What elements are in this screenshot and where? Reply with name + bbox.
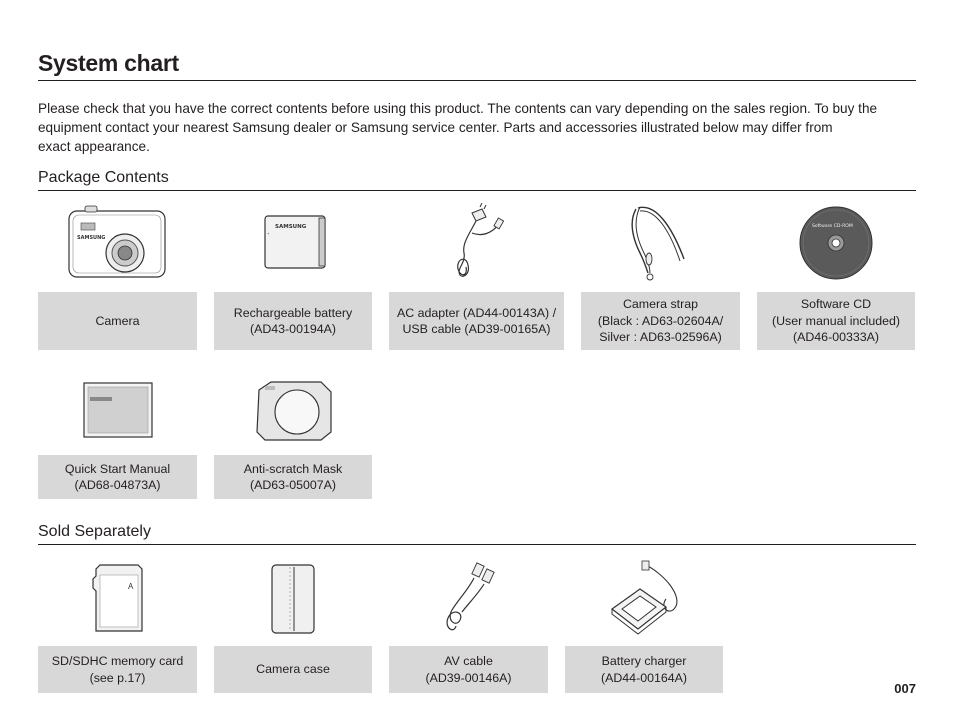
battery-icon [214,200,372,286]
camera-case-icon [214,556,372,640]
item-label-software-cd [757,292,915,350]
item-label-text: Camera [95,313,140,328]
section-heading-separate: Sold Separately [38,523,151,540]
item-label-text: Quick Start Manual (AD68-04873A) [64,461,171,492]
item-label-text: Camera case [256,662,330,677]
item-label-ac-adapter [389,292,564,350]
intro-line: Please check that you have the correct contents before using this product. The contents can vary depending on the sales region. To buy the [38,101,878,116]
item-label-anti-scratch-mask [214,455,372,499]
item-label-text: Camera strap (Black : AD63-02604A/ Silver : AD63-02596A) [597,297,724,345]
page-title: System chart [38,50,179,76]
item-label-text: Rechargeable battery (AD43-00194A) [233,305,353,336]
title-rule [38,80,916,81]
ac-adapter-usb-cable-icon [389,200,564,286]
cd-label-text: Software CD-ROM [812,224,853,229]
camera-icon [38,200,197,286]
page-number: 007 [894,681,916,696]
memory-card-icon [38,556,197,640]
svg-text:A: A [127,582,133,591]
battery-brand-text: SAMSUNG [275,224,307,230]
av-cable-icon [389,556,548,640]
intro-paragraph [38,99,910,156]
intro-line: equipment contact your nearest Samsung dealer or Samsung service center. Parts and accessories illustrated below may differ from [38,120,833,135]
item-label-memory-card [38,646,197,693]
quick-start-manual-icon [38,372,197,448]
camera-strap-icon [581,200,740,286]
item-label-camera-strap [581,292,740,350]
item-label-text: AC adapter (AD44-00143A) / USB cable (AD39-00165A) [396,305,557,336]
item-label-text: Anti-scratch Mask (AD63-05007A) [243,461,343,492]
item-label-camera-case [214,646,372,693]
item-label-text: AV cable (AD39-00146A) [425,654,512,685]
item-label-camera [38,292,197,350]
section-rule [38,190,916,191]
item-label-text: SD/SDHC memory card (see p.17) [51,654,184,685]
item-label-quick-start-manual [38,455,197,499]
item-label-av-cable [389,646,548,693]
battery-charger-icon [565,556,723,640]
svg-text:+: + [267,231,270,236]
section-heading-package: Package Contents [38,169,169,186]
item-label-text: Battery charger (AD44-00164A) [600,654,688,685]
intro-line: exact appearance. [38,139,150,154]
anti-scratch-mask-icon [214,372,372,448]
item-label-text: Software CD (User manual included) (AD46-00333A) [771,297,901,345]
item-label-battery-charger [565,646,723,693]
software-cd-icon [757,200,915,286]
section-rule [38,544,916,545]
camera-brand-text: SAMSUNG [76,235,105,241]
item-label-battery [214,292,372,350]
